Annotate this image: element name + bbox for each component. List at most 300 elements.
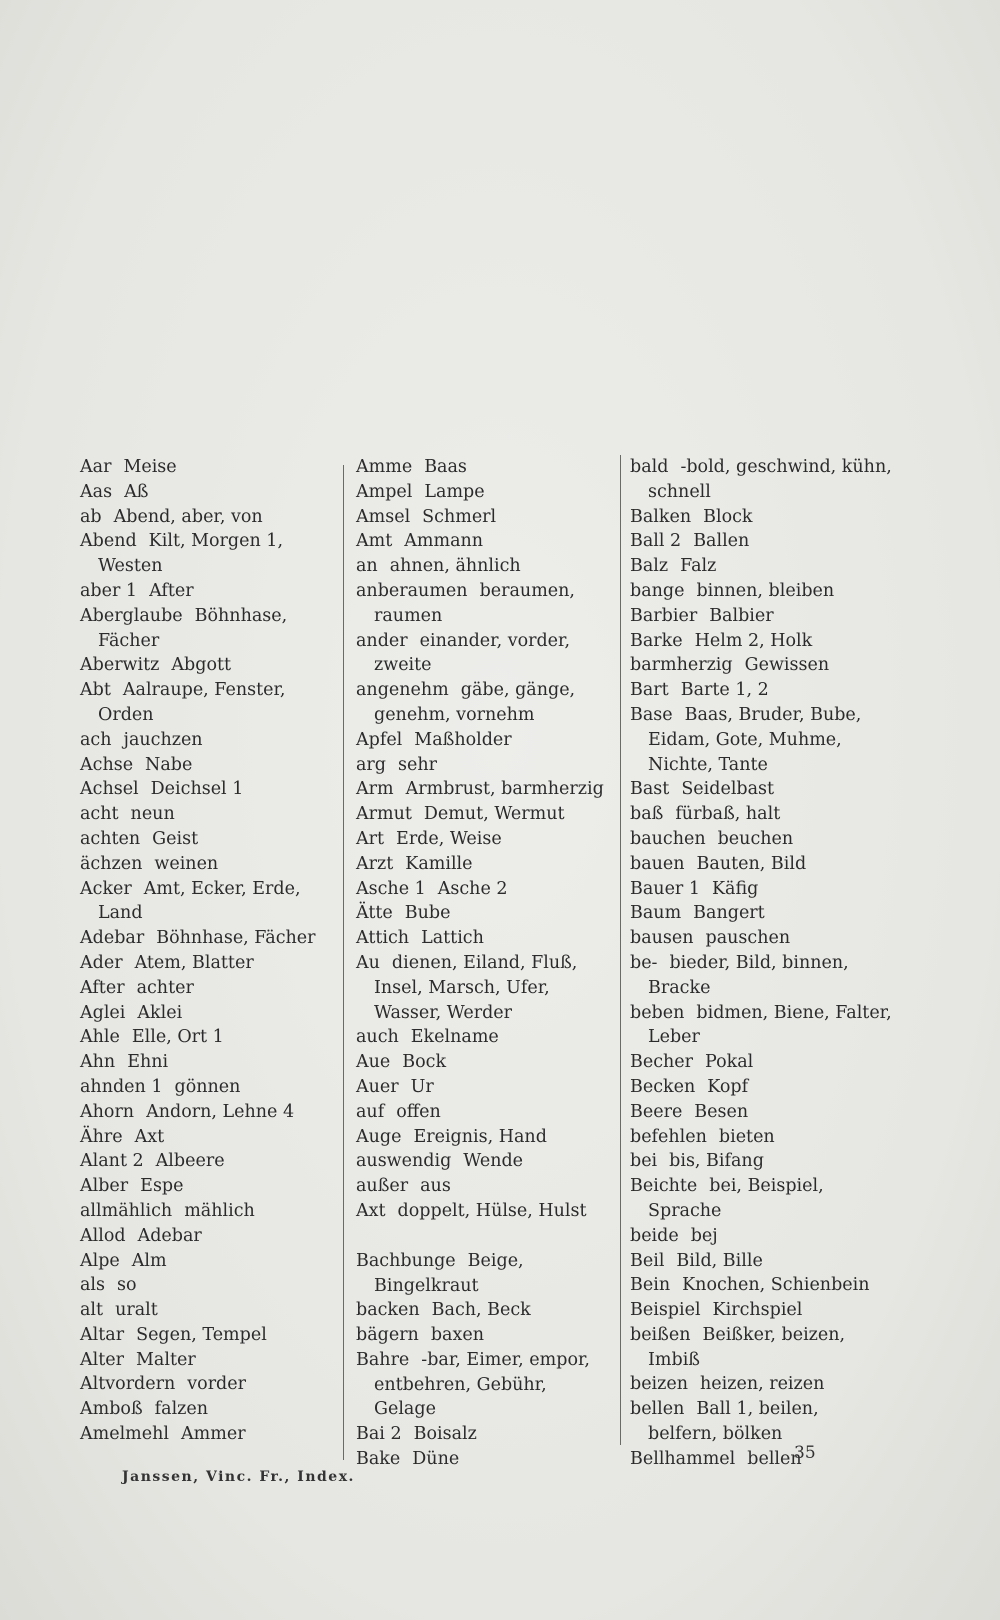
entry-headword: bägern xyxy=(356,1325,419,1346)
index-entry xyxy=(356,1199,614,1224)
index-entry xyxy=(630,877,892,902)
entry-headword: auf xyxy=(356,1101,385,1122)
index-entry xyxy=(80,976,342,1001)
index-entry xyxy=(630,703,892,777)
entry-headword: achten xyxy=(80,828,141,849)
entry-headword: Bart xyxy=(630,680,669,701)
index-entry xyxy=(80,1397,342,1422)
entry-references: Ammer xyxy=(181,1424,246,1445)
index-entry xyxy=(630,1447,892,1472)
index-entry xyxy=(80,1372,342,1397)
index-entry xyxy=(356,926,614,951)
index-entry xyxy=(630,852,892,877)
index-entry xyxy=(356,1025,614,1050)
entry-references: Falz xyxy=(680,556,717,577)
entry-references: Demut, Wermut xyxy=(423,804,565,825)
entry-references: Armbrust, barmherzig xyxy=(405,779,604,800)
entry-references: Bock xyxy=(402,1052,447,1073)
entry-references: binnen, bleiben xyxy=(696,580,835,601)
index-column-3 xyxy=(630,455,892,1472)
entry-references: Böhnhase, Fächer xyxy=(156,928,316,949)
index-entry xyxy=(80,604,342,654)
entry-references: Maßholder xyxy=(414,729,512,750)
entry-headword: ander xyxy=(356,630,408,651)
index-entry xyxy=(630,604,892,629)
entry-headword: Aue xyxy=(356,1052,391,1073)
entry-headword: Arm xyxy=(356,779,394,800)
entry-references: Kirchspiel xyxy=(712,1300,803,1321)
entry-headword: auswendig xyxy=(356,1151,452,1172)
entry-references: Ereignis, Hand xyxy=(413,1126,547,1147)
index-entry xyxy=(356,1075,614,1100)
entry-headword: Acker xyxy=(80,878,132,899)
entry-references: Ehni xyxy=(127,1052,169,1073)
entry-headword: Beere xyxy=(630,1101,683,1122)
entry-references: uralt xyxy=(115,1300,158,1321)
entry-headword: Bake xyxy=(356,1449,401,1470)
entry-headword: Ätte xyxy=(356,903,393,924)
entry-references: -bar, Eimer, empor, entbehren, Gebühr, Gelage xyxy=(374,1349,590,1420)
index-entry xyxy=(80,1149,342,1174)
entry-headword: Alter xyxy=(80,1349,124,1370)
entry-references: Baas xyxy=(424,457,467,477)
entry-headword: anberaumen xyxy=(356,580,468,601)
index-entry xyxy=(80,653,342,678)
index-entry xyxy=(630,1149,892,1174)
entry-headword: Beispiel xyxy=(630,1300,701,1321)
index-entry xyxy=(80,678,342,728)
entry-references: Alm xyxy=(131,1250,167,1271)
index-entry xyxy=(80,753,342,778)
index-entry xyxy=(80,926,342,951)
index-entry xyxy=(630,1174,892,1224)
entry-headword: Base xyxy=(630,704,673,725)
entry-headword: Abt xyxy=(80,680,111,701)
entry-headword: beizen xyxy=(630,1374,689,1395)
entry-references: Abgott xyxy=(171,655,232,676)
entry-references: fürbaß, halt xyxy=(675,804,781,825)
entry-headword: Amboß xyxy=(80,1399,143,1420)
index-entry xyxy=(630,1298,892,1323)
entry-headword: Balz xyxy=(630,556,669,577)
index-entry xyxy=(630,455,892,505)
index-entry xyxy=(356,579,614,629)
entry-headword: Aglei xyxy=(80,1002,126,1023)
index-column-2 xyxy=(356,455,614,1472)
entry-references: Beige, Bingelkraut xyxy=(374,1250,524,1296)
index-entry xyxy=(630,777,892,802)
index-entry xyxy=(356,753,614,778)
index-entry xyxy=(356,1447,614,1472)
entry-headword: Becher xyxy=(630,1052,694,1073)
entry-references: Block xyxy=(703,506,753,527)
entry-references: einander, vorder, zweite xyxy=(374,630,571,676)
entry-references: bej xyxy=(690,1225,718,1246)
entry-references: Axt xyxy=(134,1126,165,1147)
index-entry xyxy=(630,505,892,530)
entry-references: Helm 2, Holk xyxy=(694,630,813,651)
entry-headword: Becken xyxy=(630,1076,696,1097)
entry-headword: ab xyxy=(80,506,102,527)
index-entry xyxy=(356,1298,614,1323)
entry-headword: Amsel xyxy=(356,506,411,527)
entry-headword: Arzt xyxy=(356,853,394,874)
index-entry xyxy=(356,1125,614,1150)
index-entry xyxy=(356,554,614,579)
entry-headword: bauen xyxy=(630,853,685,874)
entry-headword: ächzen xyxy=(80,853,143,874)
index-entry xyxy=(80,1125,342,1150)
entry-headword: Balken xyxy=(630,506,692,527)
entry-references: achter xyxy=(136,977,194,998)
index-entry xyxy=(630,1273,892,1298)
entry-references: heizen, reizen xyxy=(700,1374,825,1395)
index-entry xyxy=(630,1001,892,1051)
entry-headword: Barbier xyxy=(630,605,698,626)
index-entry xyxy=(80,1323,342,1348)
entry-headword: bei xyxy=(630,1151,658,1172)
entry-references: Käfig xyxy=(711,878,759,899)
entry-headword: allmählich xyxy=(80,1200,173,1221)
index-entry xyxy=(80,802,342,827)
index-entry xyxy=(356,852,614,877)
index-entry xyxy=(80,852,342,877)
entry-headword: Ahle xyxy=(80,1027,120,1048)
entry-references: Albeere xyxy=(155,1151,225,1172)
entry-headword: Bein xyxy=(630,1275,671,1296)
entry-headword: Aar xyxy=(80,457,112,477)
entry-references: -bold, geschwind, kühn, schnell xyxy=(648,457,892,502)
index-entry xyxy=(630,1224,892,1249)
entry-references: Elle, Ort 1 xyxy=(131,1027,224,1048)
index-entry xyxy=(356,728,614,753)
entry-references: Asche 2 xyxy=(437,878,508,899)
entry-headword: Ampel xyxy=(356,481,413,502)
entry-headword: arg xyxy=(356,754,387,775)
entry-references: Adebar xyxy=(137,1225,202,1246)
entry-headword: Auer xyxy=(356,1076,399,1097)
entry-headword: After xyxy=(80,977,125,998)
entry-headword: Alpe xyxy=(80,1250,120,1271)
entry-headword: auch xyxy=(356,1027,399,1048)
index-entry xyxy=(630,554,892,579)
index-entry xyxy=(356,1422,614,1447)
index-entry xyxy=(630,678,892,703)
index-entry xyxy=(356,455,614,480)
index-entry xyxy=(80,728,342,753)
entry-headword: Achsel xyxy=(80,779,139,800)
entry-headword: Amelmehl xyxy=(80,1424,170,1445)
entry-headword: Asche 1 xyxy=(356,878,426,899)
entry-references: Besen xyxy=(694,1101,749,1122)
index-entry xyxy=(630,1397,892,1447)
index-entry xyxy=(356,480,614,505)
entry-headword: alt xyxy=(80,1300,104,1321)
entry-references: Wende xyxy=(463,1151,524,1172)
index-entry xyxy=(356,951,614,1025)
index-entry xyxy=(356,1100,614,1125)
entry-references: doppelt, Hülse, Hulst xyxy=(397,1200,587,1221)
index-entry xyxy=(80,480,342,505)
index-entry xyxy=(80,1298,342,1323)
index-entry xyxy=(356,1249,614,1299)
index-entry xyxy=(80,1174,342,1199)
index-entry xyxy=(80,777,342,802)
entry-references: Barte 1, 2 xyxy=(680,680,769,701)
entry-references: Espe xyxy=(140,1176,184,1197)
index-entry xyxy=(80,1422,342,1447)
entry-references: Ammann xyxy=(404,531,484,552)
entry-headword: ahnden 1 xyxy=(80,1076,163,1097)
entry-references: beuchen xyxy=(717,828,794,849)
entry-headword: Amme xyxy=(356,457,413,477)
entry-headword: bauchen xyxy=(630,828,706,849)
index-entry xyxy=(356,777,614,802)
index-entry xyxy=(356,1050,614,1075)
index-entry xyxy=(356,629,614,679)
entry-headword: Bai 2 xyxy=(356,1424,402,1445)
entry-references: Knochen, Schienbein xyxy=(682,1275,870,1296)
entry-headword: Altar xyxy=(80,1324,125,1345)
entry-headword: Ähre xyxy=(80,1126,123,1147)
entry-references: Malter xyxy=(136,1349,196,1370)
entry-references: mählich xyxy=(184,1200,255,1221)
entry-headword: Aberwitz xyxy=(80,655,160,676)
column-divider xyxy=(620,455,621,1445)
entry-headword: Baum xyxy=(630,903,682,924)
entry-references: Abend, aber, von xyxy=(113,506,263,527)
entry-headword: befehlen xyxy=(630,1126,707,1147)
entry-headword: Au xyxy=(356,952,380,973)
entry-references: Lampe xyxy=(424,481,485,502)
entry-references: Amt, Ecker, Erde, Land xyxy=(98,878,301,924)
index-entry xyxy=(356,877,614,902)
entry-references: Ball 1, beilen, belfern, bölken xyxy=(648,1399,819,1445)
entry-references: bieten xyxy=(718,1126,775,1147)
index-entry xyxy=(356,678,614,728)
index-entry xyxy=(630,1372,892,1397)
index-entry xyxy=(80,827,342,852)
entry-references: weinen xyxy=(154,853,219,874)
index-entry xyxy=(80,455,342,480)
index-entry xyxy=(356,1348,614,1422)
entry-headword: Barke xyxy=(630,630,683,651)
entry-references: Lattich xyxy=(421,928,484,949)
index-entry xyxy=(80,877,342,927)
entry-references: Kopf xyxy=(707,1076,749,1097)
entry-headword: Ader xyxy=(80,952,123,973)
entry-headword: an xyxy=(356,556,378,577)
entry-references: Gewissen xyxy=(744,655,830,676)
entry-references: Atem, Blatter xyxy=(134,952,254,973)
entry-headword: Alant 2 xyxy=(80,1151,144,1172)
entry-references: After xyxy=(149,580,194,601)
entry-references: sehr xyxy=(398,754,437,775)
index-entry xyxy=(356,529,614,554)
entry-headword: Ball 2 xyxy=(630,531,682,552)
entry-headword: aber 1 xyxy=(80,580,138,601)
entry-headword: barmherzig xyxy=(630,655,733,676)
entry-references: Ur xyxy=(410,1076,434,1097)
index-entry xyxy=(356,1323,614,1348)
entry-references: Ekelname xyxy=(410,1027,499,1048)
entry-references: Kamille xyxy=(405,853,473,874)
entry-headword: Altvordern xyxy=(80,1374,176,1395)
entry-headword: Ahn xyxy=(80,1052,116,1073)
entry-headword: ach xyxy=(80,729,112,750)
entry-headword: Attich xyxy=(356,928,410,949)
index-entry xyxy=(630,1100,892,1125)
index-entry xyxy=(80,951,342,976)
entry-references: Böhnhase, Fächer xyxy=(98,605,288,651)
entry-references: offen xyxy=(396,1101,441,1122)
index-entry xyxy=(630,1323,892,1373)
index-entry xyxy=(80,505,342,530)
index-entry xyxy=(80,1050,342,1075)
index-column-1 xyxy=(80,455,342,1447)
entry-references: Balbier xyxy=(709,605,774,626)
entry-references: Bangert xyxy=(693,903,765,924)
page-footer: Janssen, Vinc. Fr., Index. xyxy=(122,1469,355,1485)
entry-references: gönnen xyxy=(174,1076,241,1097)
entry-references: Ballen xyxy=(693,531,750,552)
entry-references: Bild, Bille xyxy=(676,1250,763,1271)
entry-headword: beben xyxy=(630,1002,685,1023)
index-entry xyxy=(80,1075,342,1100)
entry-headword: Beil xyxy=(630,1250,665,1271)
index-entry xyxy=(630,1125,892,1150)
index-entry xyxy=(356,901,614,926)
entry-references: pauschen xyxy=(705,928,791,949)
entry-headword: Art xyxy=(356,828,385,849)
entry-headword: Amt xyxy=(356,531,393,552)
index-entry xyxy=(80,1273,342,1298)
index-entry xyxy=(80,1001,342,1026)
entry-references: Bauten, Bild xyxy=(696,853,807,874)
entry-references: Erde, Weise xyxy=(396,828,502,849)
index-entry xyxy=(630,802,892,827)
entry-headword: Beichte xyxy=(630,1176,698,1197)
entry-references: neun xyxy=(130,804,175,825)
entry-headword: Aas xyxy=(80,481,113,502)
entry-headword: Alber xyxy=(80,1176,129,1197)
entry-headword: Bahre xyxy=(356,1349,410,1370)
entry-headword: Auge xyxy=(356,1126,402,1147)
index-entry xyxy=(80,1249,342,1274)
entry-references: Nabe xyxy=(145,754,193,775)
entry-headword: außer xyxy=(356,1176,409,1197)
entry-headword: Axt xyxy=(356,1200,386,1221)
entry-headword: als xyxy=(80,1275,106,1296)
entry-references: Schmerl xyxy=(422,506,497,527)
index-entry xyxy=(630,951,892,1001)
entry-headword: backen xyxy=(356,1300,420,1321)
index-entry xyxy=(630,579,892,604)
entry-headword: baß xyxy=(630,804,664,825)
entry-headword: Allod xyxy=(80,1225,126,1246)
entry-references: beraumen, raumen xyxy=(374,580,575,626)
index-entry xyxy=(356,505,614,530)
entry-references: aus xyxy=(420,1176,451,1197)
entry-references: falzen xyxy=(154,1399,209,1420)
entry-references: baxen xyxy=(430,1325,484,1346)
column-divider xyxy=(343,465,344,1460)
entry-headword: beißen xyxy=(630,1324,691,1345)
entry-references: Seidelbast xyxy=(681,779,775,800)
index-entry xyxy=(356,802,614,827)
entry-references: Aklei xyxy=(137,1002,183,1023)
entry-headword: Apfel xyxy=(356,729,403,750)
index-entry xyxy=(630,1075,892,1100)
index-entry xyxy=(630,926,892,951)
index-entry xyxy=(356,1149,614,1174)
entry-headword: Adebar xyxy=(80,928,145,949)
index-entry xyxy=(80,1100,342,1125)
index-entry xyxy=(630,1249,892,1274)
entry-headword: bellen xyxy=(630,1399,685,1420)
index-entry xyxy=(80,1199,342,1224)
entry-headword: bausen xyxy=(630,928,694,949)
index-entry xyxy=(630,529,892,554)
entry-references: Segen, Tempel xyxy=(136,1324,267,1345)
entry-headword: Bellhammel xyxy=(630,1448,736,1469)
entry-headword: Bauer 1 xyxy=(630,878,700,899)
entry-references: Andorn, Lehne 4 xyxy=(146,1101,295,1122)
index-entry xyxy=(630,629,892,654)
index-entry xyxy=(630,901,892,926)
entry-references: Bach, Beck xyxy=(431,1300,531,1321)
entry-references: vorder xyxy=(187,1374,246,1395)
entry-references: jauchzen xyxy=(123,729,203,750)
index-entry xyxy=(80,1025,342,1050)
entry-headword: bange xyxy=(630,580,685,601)
entry-headword: angenehm xyxy=(356,680,449,701)
entry-headword: Ahorn xyxy=(80,1101,135,1122)
entry-headword: beide xyxy=(630,1225,679,1246)
entry-references: Deichsel 1 xyxy=(150,779,244,800)
entry-references: bis, Bifang xyxy=(669,1151,764,1172)
entry-references: bellen xyxy=(747,1448,802,1469)
entry-references: Pokal xyxy=(705,1052,754,1073)
entry-references: Meise xyxy=(123,457,177,477)
entry-headword: Bachbunge xyxy=(356,1250,456,1271)
entry-references: Beißker, beizen, Imbiß xyxy=(648,1324,846,1370)
entry-references: Aß xyxy=(124,481,149,502)
entry-references: Geist xyxy=(152,828,199,849)
entry-references: bidmen, Biene, Falter, Leber xyxy=(648,1002,892,1048)
entry-references: Baas, Bruder, Bube, Eidam, Gote, Muhme, Nichte, Tante xyxy=(648,704,862,775)
entry-headword: Armut xyxy=(356,804,412,825)
index-entry xyxy=(630,827,892,852)
entry-references: dienen, Eiland, Fluß, Insel, Marsch, Ufer, Wasser, Werder xyxy=(374,952,578,1023)
index-entry xyxy=(630,653,892,678)
index-entry xyxy=(80,529,342,579)
entry-headword: acht xyxy=(80,804,119,825)
entry-references: bieder, Bild, binnen, Bracke xyxy=(648,952,849,998)
index-entry xyxy=(80,1348,342,1373)
entry-headword: Bast xyxy=(630,779,670,800)
index-entry xyxy=(356,827,614,852)
section-gap xyxy=(356,1224,614,1249)
index-entry xyxy=(630,1050,892,1075)
entry-headword: Achse xyxy=(80,754,134,775)
entry-references: gäbe, gänge, genehm, vornehm xyxy=(374,680,576,725)
entry-references: Kilt, Morgen 1, Westen xyxy=(98,531,284,577)
entry-headword: be- xyxy=(630,952,658,973)
entry-references: ahnen, ähnlich xyxy=(389,556,521,577)
page-number: 35 xyxy=(794,1443,816,1463)
entry-references: Düne xyxy=(412,1449,460,1470)
